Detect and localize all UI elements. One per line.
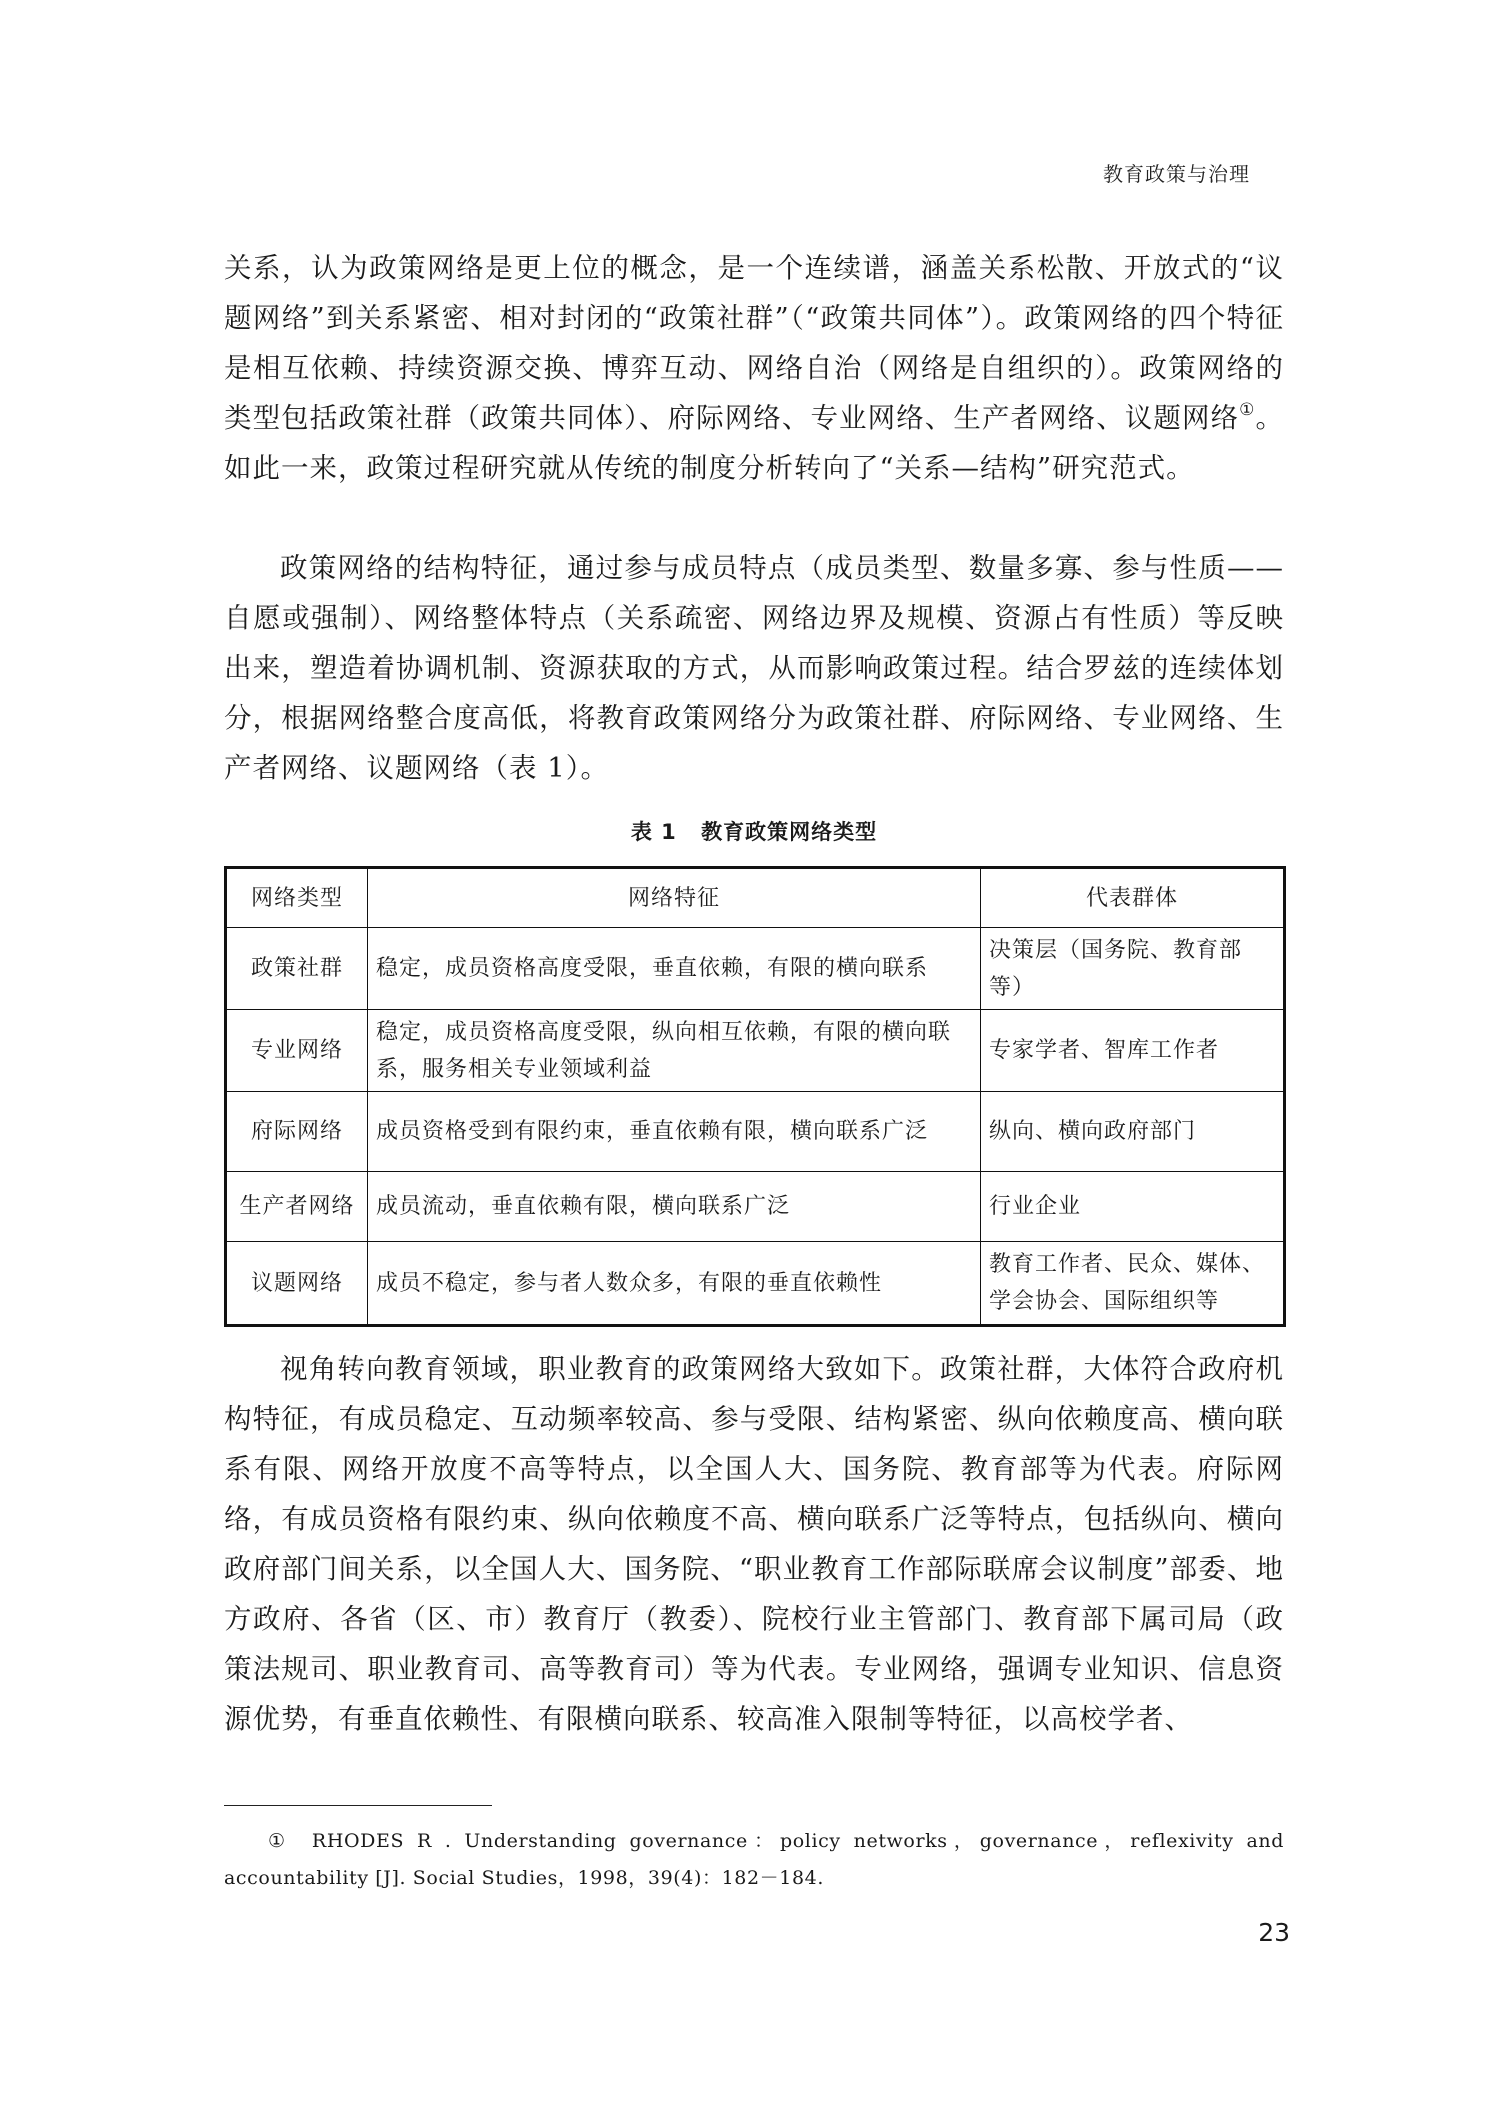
cell-representatives: 纵向、横向政府部门 xyxy=(981,1092,1285,1172)
footnote-text: RHODES R . Understanding governance：policy networks，governance，reflexivity and accountability [J]. Social Studies，1998，39(4)：182－184. xyxy=(224,1830,1284,1889)
cell-network-type: 议题网络 xyxy=(226,1242,368,1326)
cell-representatives: 决策层（国务院、教育部等） xyxy=(981,928,1285,1010)
table-caption-title: 教育政策网络类型 xyxy=(701,820,878,844)
paragraph-1-part-b: 。如此一来，政策过程研究就从传统的制度分析转向了“关系—结构”研究范式。 xyxy=(224,402,1284,484)
footnote xyxy=(224,1823,1284,1897)
paragraph-1-part-a: 关系，认为政策网络是更上位的概念，是一个连续谱，涵盖关系松散、开放式的“议题网络”到关系紧密、相对封闭的“政策社群”（“政策共同体”）。政策网络的四个特征是相互依赖、持续资源交换、博弈互动、网络自治（网络是自组织的）。政策网络的类型包括政策社群（政策共同体）、府际网络、专业网络、生产者网络、议题网络 xyxy=(224,252,1284,434)
header-representatives: 代表群体 xyxy=(981,868,1285,928)
cell-network-features: 成员流动，垂直依赖有限，横向联系广泛 xyxy=(368,1172,981,1242)
cell-representatives: 行业企业 xyxy=(981,1172,1285,1242)
table-row xyxy=(226,1242,1285,1326)
cell-network-features: 稳定，成员资格高度受限，纵向相互依赖，有限的横向联系，服务相关专业领域利益 xyxy=(368,1010,981,1092)
cell-network-type: 生产者网络 xyxy=(226,1172,368,1242)
cell-network-type: 专业网络 xyxy=(226,1010,368,1092)
paragraph-3: 视角转向教育领域，职业教育的政策网络大致如下。政策社群，大体符合政府机构特征，有成员稳定、互动频率较高、参与受限、结构紧密、纵向依赖度高、横向联系有限、网络开放度不高等特点，以全国人大、国务院、教育部等为代表。府际网络，有成员资格有限约束、纵向依赖度不高、横向联系广泛等特点，包括纵向、横向政府部门间关系，以全国人大、国务院、“职业教育工作部际联席会议制度”部委、地方政府、各省（区、市）教育厅（教委）、院校行业主管部门、教育部下属司局（政策法规司、职业教育司、高等教育司）等为代表。专业网络，强调专业知识、信息资源优势，有垂直依赖性、有限横向联系、较高准入限制等特征，以高校学者、 xyxy=(224,1353,1284,1735)
paragraph-1 xyxy=(224,243,1284,493)
paragraph-2: 政策网络的结构特征，通过参与成员特点（成员类型、数量多寡、参与性质——自愿或强制）、网络整体特点（关系疏密、网络边界及规模、资源占有性质）等反映出来，塑造着协调机制、资源获取的方式，从而影响政策过程。结合罗兹的连续体划分，根据网络整合度高低，将教育政策网络分为政策社群、府际网络、专业网络、生产者网络、议题网络（表 1）。 xyxy=(224,552,1284,784)
header-network-type: 网络类型 xyxy=(226,868,368,928)
cell-network-features: 成员不稳定，参与者人数众多，有限的垂直依赖性 xyxy=(368,1242,981,1326)
table-caption xyxy=(224,816,1284,846)
footnote-divider xyxy=(224,1805,492,1806)
footnote-ref[interactable]: ① xyxy=(1239,400,1256,420)
table-row xyxy=(226,928,1285,1010)
header-network-features: 网络特征 xyxy=(368,868,981,928)
running-head: 教育政策与治理 xyxy=(1103,162,1250,186)
policy-network-table xyxy=(224,866,1286,1327)
table-caption-number: 表 1 xyxy=(630,820,677,844)
cell-representatives: 专家学者、智库工作者 xyxy=(981,1010,1285,1092)
cell-network-features: 成员资格受到有限约束，垂直依赖有限，横向联系广泛 xyxy=(368,1092,981,1172)
table-header-row xyxy=(226,868,1285,928)
page-number: 23 xyxy=(1258,1918,1290,1947)
table-row xyxy=(226,1092,1285,1172)
table-row xyxy=(226,1010,1285,1092)
table-row xyxy=(226,1172,1285,1242)
footnote-mark: ① xyxy=(268,1830,292,1852)
cell-network-features: 稳定，成员资格高度受限，垂直依赖，有限的横向联系 xyxy=(368,928,981,1010)
cell-representatives: 教育工作者、民众、媒体、学会协会、国际组织等 xyxy=(981,1242,1285,1326)
cell-network-type: 政策社群 xyxy=(226,928,368,1010)
cell-network-type: 府际网络 xyxy=(226,1092,368,1172)
